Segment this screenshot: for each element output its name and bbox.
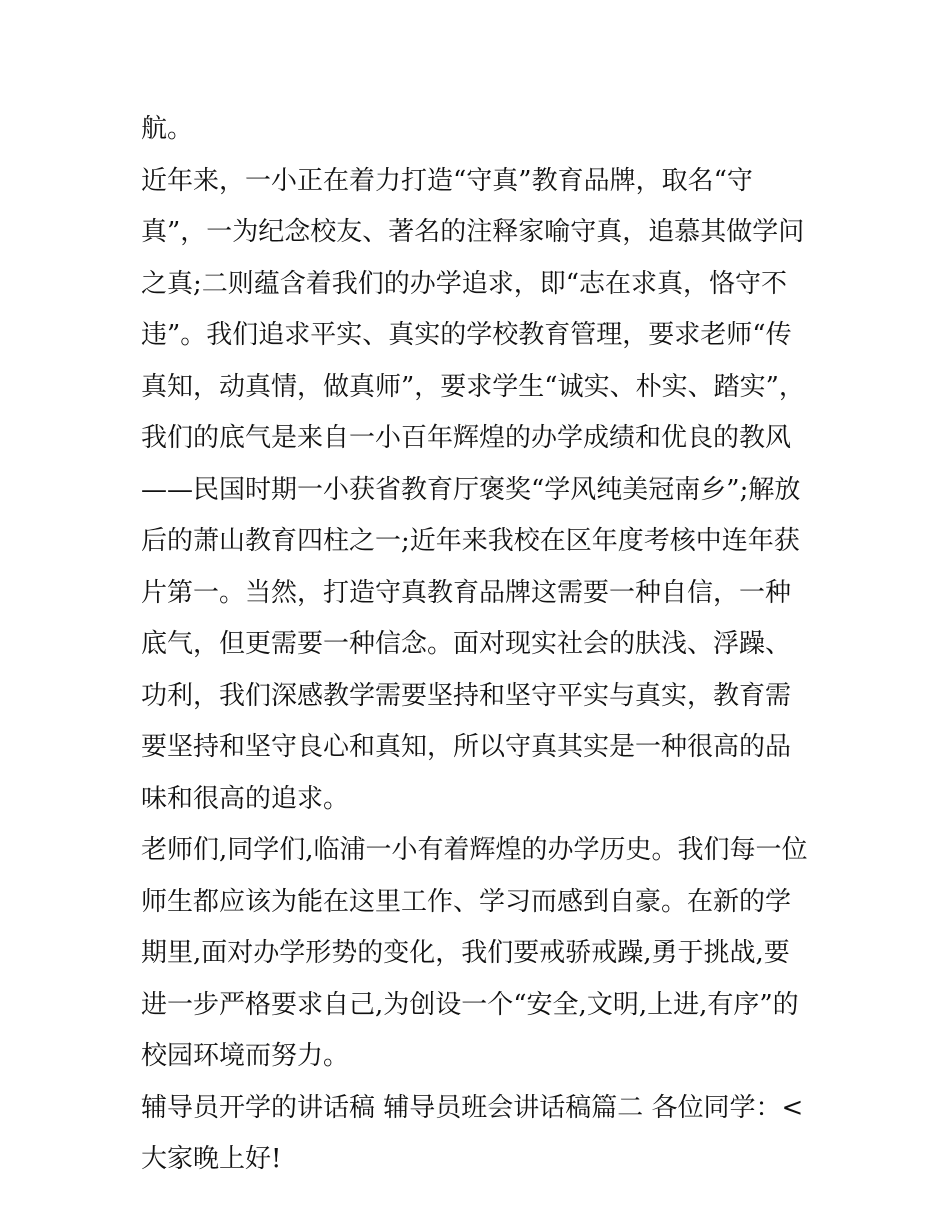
paragraph-continuation: 航。	[141, 114, 194, 144]
paragraph-counselor-speech-title: 辅导员开学的讲话稿 辅导员班会讲话稿篇二 各位同学：< 大家晚上好!	[141, 1092, 812, 1174]
document-body	[141, 104, 813, 1186]
paragraph-shouzhen-brand: 近年来，一小正在着力打造“守真”教育品牌，取名“守真”，一为纪念校友、著名的注释家喻守真，追慕其做学问之真;二则蕴含着我们的办学追求，即“志在求真，恪守不违”。我们追求平实、真实的学校教育管理，要求老师“传真知，动真情，做真师”，要求学生“诚实、朴实、踏实”，我们的底气是来自一小百年辉煌的办学成绩和优良的教风——民国时期一小获省教育厅褒奖“学风纯美冠南乡”;解放后的萧山教育四柱之一;近年来我校在区年度考核中连年获片第一。当然，打造守真教育品牌这需要一种自信，一种底气，但更需要一种信念。面对现实社会的肤浅、浮躁、功利，我们深感教学需要坚持和坚守平实与真实，教育需要坚持和坚守良心和真知，所以守真其实是一种很高的品味和很高的追求。	[141, 165, 805, 814]
paragraph-school-history: 老师们,同学们,临浦一小有着辉煌的办学历史。我们每一位师生都应该为能在这里工作、学习而感到自豪。在新的学期里,面对办学形势的变化，我们要戒骄戒躁,勇于挑战,要进一步严格要求自己,为创设一个“安全,文明,上进,有序”的校园环境而努力。	[141, 835, 808, 1071]
